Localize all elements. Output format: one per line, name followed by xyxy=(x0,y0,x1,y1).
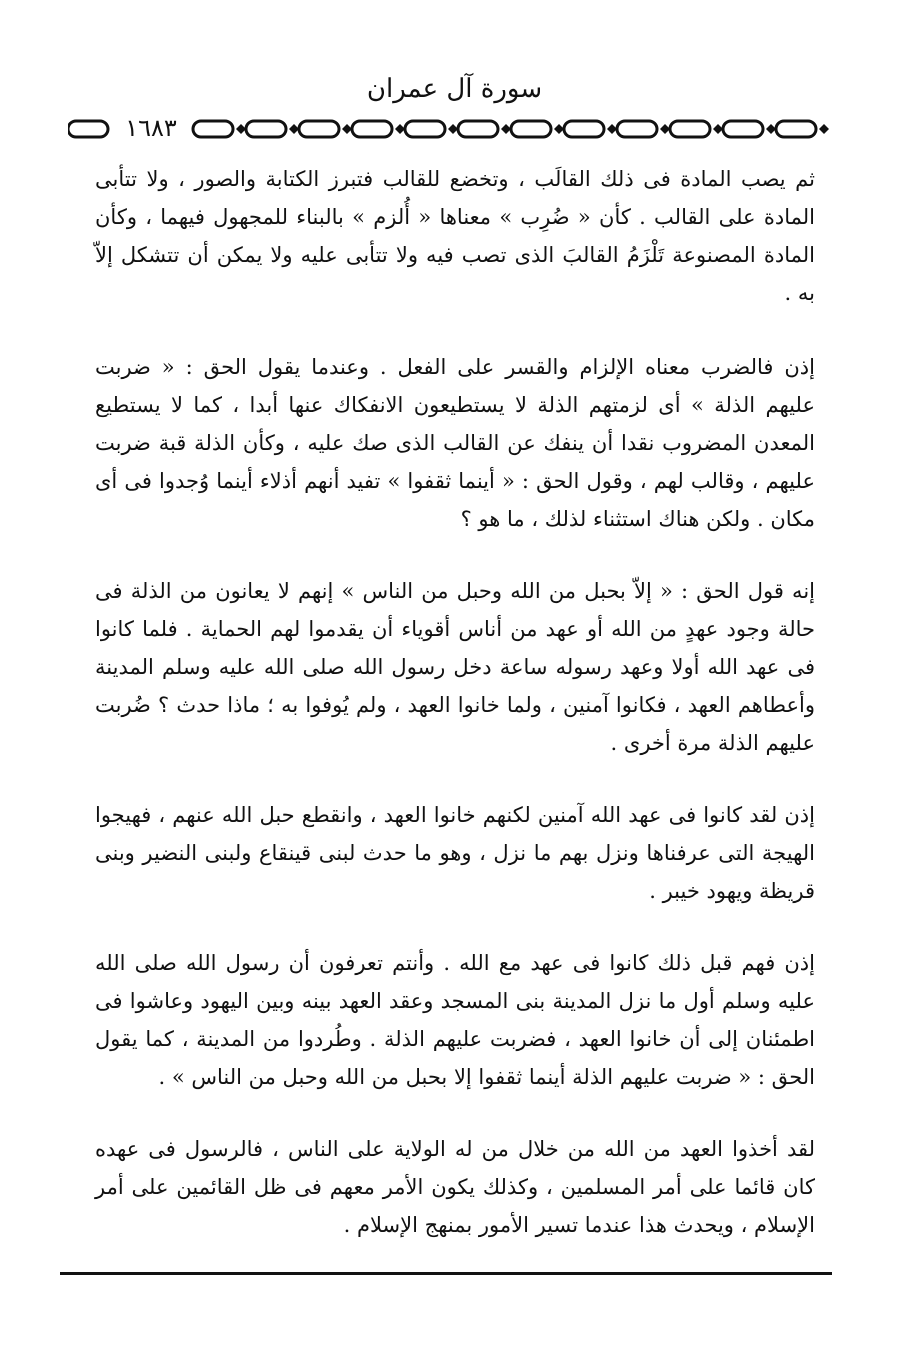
surah-title: سورة آل عمران xyxy=(366,74,543,104)
paragraph: إذن فالضرب معناه الإلزام والقسر على الفعل . وعندما يقول الحق : « ضربت عليهم الذلة » أى لزمتهم الذلة لا يستطيعون الانفكاك عنها أبدا ، كما لا يستطيع المعدن المضروب نقدا أن ينفك عن القالب الذى صك عليه ، وكأن الذلة قبة ضربت عليهم ، وقالب لهم ، وقول الحق : « أينما ثقفوا » تفيد أنهم أذلاء أينما وُجدوا فى أى مكان . ولكن هناك استثناء لذلك ، ما هو ؟ xyxy=(95,355,815,531)
paragraph: ثم يصب المادة فى ذلك القالَب ، وتخضع للقالب فتبرز الكتابة والصور ، ولا تتأبى المادة على القالب . كأن « ضُرِب » معناها « أُلزم » بالبناء للمجهول فيهما ، وكأن المادة المصنوعة تَلْزَمُ القالبَ الذى تصب فيه ولا تتأبى عليه ولا يمكن أن تتشكل إلاّ به . xyxy=(95,167,815,305)
paragraph: إذن لقد كانوا فى عهد الله آمنين لكنهم خانوا العهد ، وانقطع حبل الله عنهم ، فهيجوا الهيجة التى عرفناها ونزل بهم ما نزل ، وهو ما حدث لبنى قينقاع ولبنى النضير وبنى قريظة ويهود خيبر . xyxy=(95,803,815,903)
body-text xyxy=(95,160,815,1278)
paragraph: إذن فهم قبل ذلك كانوا فى عهد مع الله . وأنتم تعرفون أن رسول الله صلى الله عليه وسلم أول ما نزل المدينة بنى المسجد وعقد العهد بينه وبين اليهود وعاشوا فى اطمئنان إلى أن خانوا العهد ، فضربت عليهم الذلة . وطُردوا من المدينة ، كما يقول الحق : « ضربت عليهم الذلة أينما ثقفوا إلا بحبل من الله وحبل من الناس » . xyxy=(95,951,815,1089)
page-number: ١٦٨٣ xyxy=(112,114,190,142)
footer-rule xyxy=(60,1272,832,1275)
paragraph: لقد أخذوا العهد من الله من خلال من له الولاية على الناس ، فالرسول فى عهده كان قائما على أمر المسلمين ، وكذلك يكون الأمر معهم فى ظل القائمين على أمر الإسلام ، ويحدث هذا عندما تسير الأمور بمنهج الإسلام . xyxy=(95,1137,815,1237)
paragraph: إنه قول الحق : « إلاّ بحبل من الله وحبل من الناس » إنهم لا يعانون من الذلة فى حالة وجود عهدٍ من الله أو عهد من أناس أقوياء أن يقدموا لهم الحماية . فلما كانوا فى عهد الله أولا وعهد رسوله ساعة دخل رسول الله صلى الله عليه وسلم المدينة وأعطاهم العهد ، فكانوا آمنين ، ولما خانوا العهد ، ولم يُوفوا به ؛ ماذا حدث ؟ ضُربت عليهم الذلة مرة أخرى . xyxy=(95,579,815,755)
